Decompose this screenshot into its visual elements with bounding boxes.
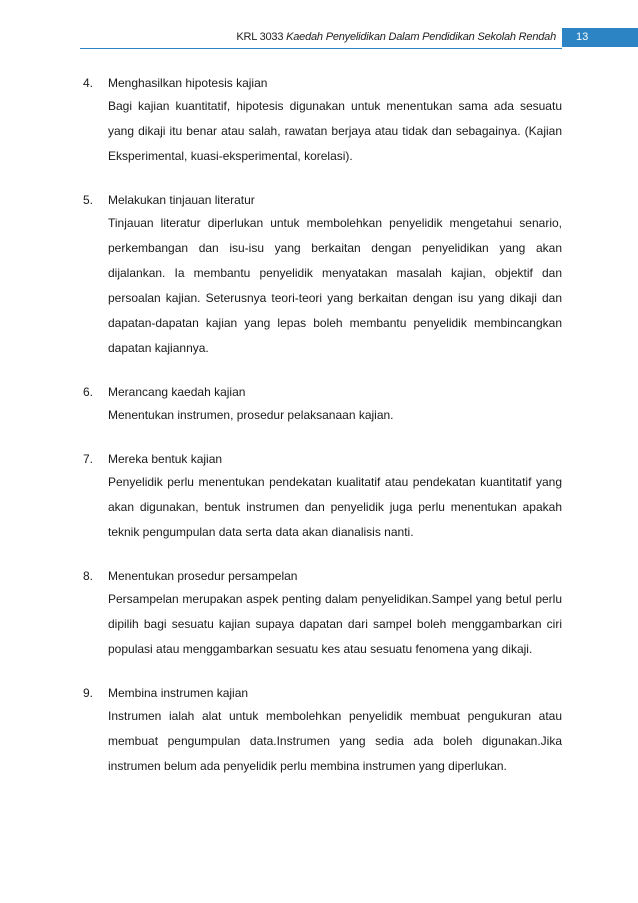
list-item <box>83 565 562 662</box>
item-title: Menentukan prosedur persampelan <box>108 569 298 583</box>
item-number: 6. <box>83 385 94 399</box>
item-text: Menentukan instrumen, prosedur pelaksanaan kajian. <box>108 408 394 422</box>
item-number: 5. <box>83 193 94 207</box>
item-number: 4. <box>83 76 94 90</box>
item-number: 9. <box>83 686 94 700</box>
page-number: 13 <box>562 28 638 47</box>
item-title: Menghasilkan hipotesis kajian <box>108 76 268 90</box>
running-header <box>236 31 556 43</box>
item-text: Tinjauan literatur diperlukan untuk membolehkan penyelidik mengetahui senario, perkembangan dan isu-isu yang berkaitan dengan penyelidikan yang akan dijalankan. Ia membantu penyelidik menyatakan masalah kajian, objektif dan persoalan kajian. Seterusnya teori-teori yang berkaitan dengan isu yang dikaji dan dapatan-dapatan kajian yang lepas boleh membantu penyelidik membincangkan dapatan kajiannya. <box>108 216 562 355</box>
document-body <box>83 72 562 799</box>
list-item <box>83 189 562 361</box>
item-title: Mereka bentuk kajian <box>108 452 223 466</box>
list-item <box>83 682 562 779</box>
item-text: Persampelan merupakan aspek penting dalam penyelidikan.Sampel yang betul perlu dipilih bagi sesuatu kajian supaya dapatan dari sampel boleh menggambarkan ciri populasi atau menggambarkan sesuatu kes atau sesuatu fenomena yang dikaji. <box>108 592 562 656</box>
list-item <box>83 448 562 545</box>
item-title: Membina instrumen kajian <box>108 686 249 700</box>
item-text: Penyelidik perlu menentukan pendekatan kualitatif atau pendekatan kuantitatif yang akan digunakan, bentuk instrumen dan penyelidik juga perlu menentukan apakah teknik pengumpulan data serta data akan dianalisis nanti. <box>108 475 562 539</box>
item-title: Merancang kaedah kajian <box>108 385 246 399</box>
course-code: KRL 3033 <box>236 31 284 43</box>
item-number: 7. <box>83 452 94 466</box>
header-divider <box>80 48 562 49</box>
item-number: 8. <box>83 569 94 583</box>
list-item <box>83 381 562 428</box>
course-title: Kaedah Penyelidikan Dalam Pendidikan Sekolah Rendah <box>286 31 556 43</box>
item-text: Instrumen ialah alat untuk membolehkan penyelidik membuat pengukuran atau membuat pengumpulan data.Instrumen yang sedia ada boleh digunakan.Jika instrumen belum ada penyelidik perlu membina instrumen yang diperlukan. <box>108 709 562 773</box>
item-text: Bagi kajian kuantitatif, hipotesis digunakan untuk menentukan sama ada sesuatu yang dikaji itu benar atau salah, rawatan berjaya atau tidak dan sebagainya. (Kajian Eksperimental, kuasi-eksperimental, korelasi). <box>108 99 562 163</box>
page-header <box>0 28 638 48</box>
item-title: Melakukan tinjauan literatur <box>108 193 255 207</box>
list-item <box>83 72 562 169</box>
